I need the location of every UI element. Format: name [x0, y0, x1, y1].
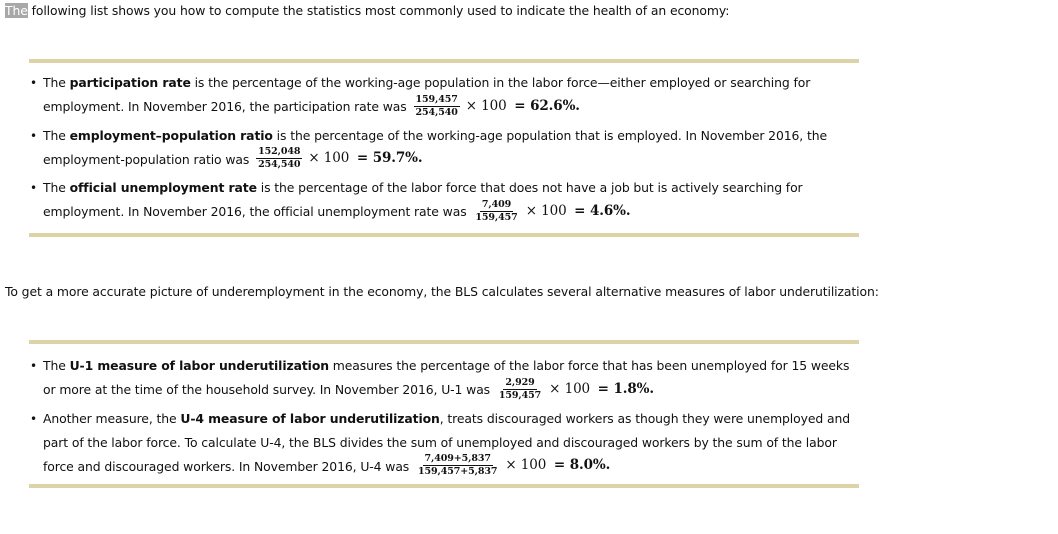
- formula: $\frac{7,409+5,837}{159,457+5,837}$ × 100 = 8.0%.: [418, 453, 611, 477]
- denominator: 159,457: [475, 211, 518, 223]
- result: 59.7%.: [372, 150, 423, 166]
- fraction: [414, 95, 460, 118]
- bullet-icon: •: [30, 359, 37, 373]
- term: official unemployment rate: [69, 180, 257, 195]
- intro-text: following list shows you how to compute the statistics most commonly used to indicate the health of an economy:: [27, 3, 730, 18]
- formula: $\frac{2,929}{159,457}$ × 100 = 1.8%.: [498, 376, 654, 401]
- fraction: [497, 378, 543, 401]
- underutilization-box: [29, 340, 859, 488]
- formula: $\frac{152,048}{254,540}$ × 100 = 59.7%.: [258, 146, 423, 170]
- denominator: 159,457+5,837: [418, 466, 498, 477]
- fraction: [256, 147, 302, 170]
- bullet-icon: •: [30, 128, 37, 143]
- result: 62.6%.: [530, 97, 580, 114]
- bullet-icon: •: [30, 411, 37, 426]
- intro-paragraph: [5, 3, 729, 18]
- formula: $\frac{159,457}{254,540}$ × 100 = 62.6%.: [415, 93, 580, 118]
- result: 8.0%.: [569, 457, 611, 473]
- underutilization-list: [29, 354, 859, 483]
- result: 1.8%.: [613, 380, 654, 397]
- formula: $\frac{7,409}{159,457}$ × 100 = 4.6%.: [475, 198, 631, 223]
- underemployment-paragraph: To get a more accurate picture of underemployment in the economy, the BLS calculates several alternative measures of labor underutilization:: [5, 284, 879, 299]
- list-item-participation-rate: • The participation rate is the percentage of the working-age population in the labor force—either employed or searching for employment. In November 2016, the participation rate was $\frac{159,457}{254,540}$ × 100 = 62.6%.: [29, 71, 859, 120]
- list-item-u1: • The U-1 measure of labor underutilization measures the percentage of the labor force that has been unemployed for 15 weeks or more at the time of the household survey. In November 2016, U-1 was $\frac{2,929}{159,457}$ × 100 = 1.8%.: [29, 354, 859, 403]
- term: participation rate: [69, 75, 191, 90]
- health-statistics-list: [29, 71, 859, 229]
- denominator: 254,540: [415, 106, 458, 118]
- result: 4.6%.: [590, 202, 631, 219]
- term: employment–population ratio: [69, 127, 273, 143]
- fraction: [416, 454, 499, 477]
- bullet-icon: •: [30, 76, 37, 90]
- selected-text-highlight[interactable]: The: [5, 3, 28, 18]
- numerator: 2,929: [505, 376, 535, 388]
- numerator: 7,409: [481, 198, 512, 210]
- term: U-1 measure of labor underutilization: [69, 358, 329, 373]
- list-item-employment-population-ratio: • The employment–population ratio is the percentage of the working-age population that is employed. In November 2016, the employment-population ratio was $\frac{152,048}{254,540}$ × 100 = 59.7%.: [29, 124, 859, 173]
- numerator: 7,409+5,837: [424, 453, 491, 464]
- list-item-u4: • Another measure, the U-4 measure of labor underutilization, treats discouraged workers as though they were unemployed and part of the labor force. To calculate U-4, the BLS divides the sum of unemployed and discouraged workers by the sum of the labor force and discouraged workers. In November 2016, U-4 was $\frac{7,409+5,837}{159,457+5,837}$ × 100 = 8.0%.: [29, 407, 859, 480]
- fraction: [473, 200, 519, 223]
- list-item-official-unemployment-rate: • The official unemployment rate is the percentage of the labor force that does not have a job but is actively searching for employment. In November 2016, the official unemployment rate was $\frac{7,409}{159,457}$ × 100 = 4.6%.: [29, 176, 859, 225]
- denominator: 254,540: [258, 159, 301, 170]
- numerator: 159,457: [415, 93, 458, 105]
- term: U-4 measure of labor underutilization: [180, 410, 440, 426]
- numerator: 152,048: [258, 146, 301, 157]
- bullet-icon: •: [30, 181, 37, 195]
- denominator: 159,457: [498, 389, 542, 401]
- health-statistics-box: [29, 59, 859, 237]
